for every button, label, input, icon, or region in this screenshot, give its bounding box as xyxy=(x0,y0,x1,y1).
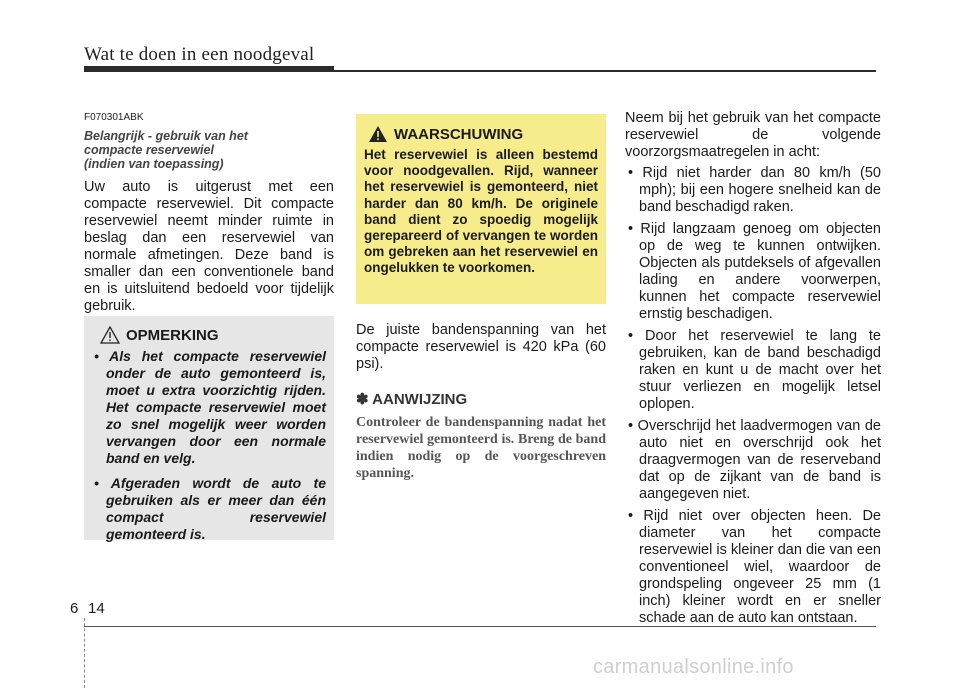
intro-paragraph: Uw auto is uitgerust met een compacte reservewiel. Dit compacte reservewiel neemt minder ruimte in beslag dan een reservewiel van normale afmetingen. Deze band is smaller dan een conventionele band en is uitsluitend bedoeld voor tijdelijk gebruik. xyxy=(84,179,334,314)
header-rule xyxy=(84,66,334,72)
precautions-intro: Neem bij het gebruik van het compacte reservewiel de volgende voorzorgsmaatregelen in acht: xyxy=(625,110,881,160)
caution-triangle-icon xyxy=(100,326,120,344)
note-heading xyxy=(100,326,219,344)
section-subheading: Belangrijk - gebruik van het compacte reservewiel (indien van toepassing) xyxy=(84,129,248,171)
warning-box xyxy=(356,114,606,304)
precautions-list xyxy=(625,165,881,627)
warning-text: Het reservewiel is alleen bestemd voor noodgevallen. Rijd, wanneer het reservewiel is gemonteerd, niet harder dan 80 km/h. De originele band dient zo spoedig mogelijk gerepareerd of vervangen te worden om gebreken aan het reservewiel en ongelukken te voorkomen. xyxy=(364,147,598,276)
note-item: • Afgeraden wordt de auto te gebruiken als er meer dan één compact reservewiel gemonteerd is. xyxy=(94,475,326,542)
note-heading-label: OPMERKING xyxy=(126,326,219,344)
warning-heading xyxy=(368,125,523,143)
list-item: • Overschrijd het laadvermogen van de auto niet en overschrijd ook het draagvermogen van de reserveband dat op de zijkant van de band is aangegeven niet. xyxy=(628,418,881,502)
list-item: • Door het reservewiel te lang te gebruiken, kan de band beschadigd raken en kunt u de macht over het stuur verliezen en mogelijk letsel oplopen. xyxy=(628,328,881,412)
chapter-number: 6 xyxy=(70,600,79,617)
pressure-paragraph: De juiste bandenspanning van het compacte reservewiel is 420 kPa (60 psi). xyxy=(356,322,606,372)
section-code: F070301ABK xyxy=(84,112,144,123)
header-rule-thin xyxy=(334,70,876,72)
page-header-title: Wat te doen in een noodgeval xyxy=(84,44,315,65)
list-item: • Rijd niet over objecten heen. De diameter van het compacte reservewiel is kleiner dan die van een conventioneel wiel, waardoor de grondspeling ongeveer 25 mm (1 inch) kleiner wordt en er sneller schade aan de auto kan ontstaan. xyxy=(628,508,881,626)
right-column xyxy=(625,110,881,632)
note-list xyxy=(94,348,326,551)
note-box xyxy=(84,316,334,540)
list-item: • Rijd langzaam genoeg om objecten op de weg te kunnen ontwijken. Objecten als putdeksels of afgevallen lading en andere voorwerpen, kunnen het compacte reservewiel ernstig beschadigen. xyxy=(628,221,881,322)
list-item: • Rijd niet harder dan 80 km/h (50 mph); bij een hogere snelheid kan de band beschadigd raken. xyxy=(628,165,881,215)
left-column xyxy=(84,110,334,315)
footer-rule xyxy=(84,626,876,627)
tip-heading: ✽ AANWIJZING xyxy=(356,391,468,408)
warning-heading-label: WAARSCHUWING xyxy=(394,125,524,143)
note-item: • Als het compacte reservewiel onder de auto gemonteerd is, moet u extra voorzichtig rijden. Het compacte reservewiel moet zo snel mogelijk weer worden vervangen door een normale band en velg. xyxy=(94,348,326,466)
warning-triangle-icon xyxy=(368,125,388,143)
tip-text: Controleer de bandenspanning nadat het reservewiel gemonteerd is. Breng de band indien nodig op de voorgeschreven spanning. xyxy=(356,415,606,481)
footer-separator xyxy=(84,618,86,688)
page-number: 14 xyxy=(88,600,105,617)
watermark: carmanualsonline.info xyxy=(593,656,794,678)
